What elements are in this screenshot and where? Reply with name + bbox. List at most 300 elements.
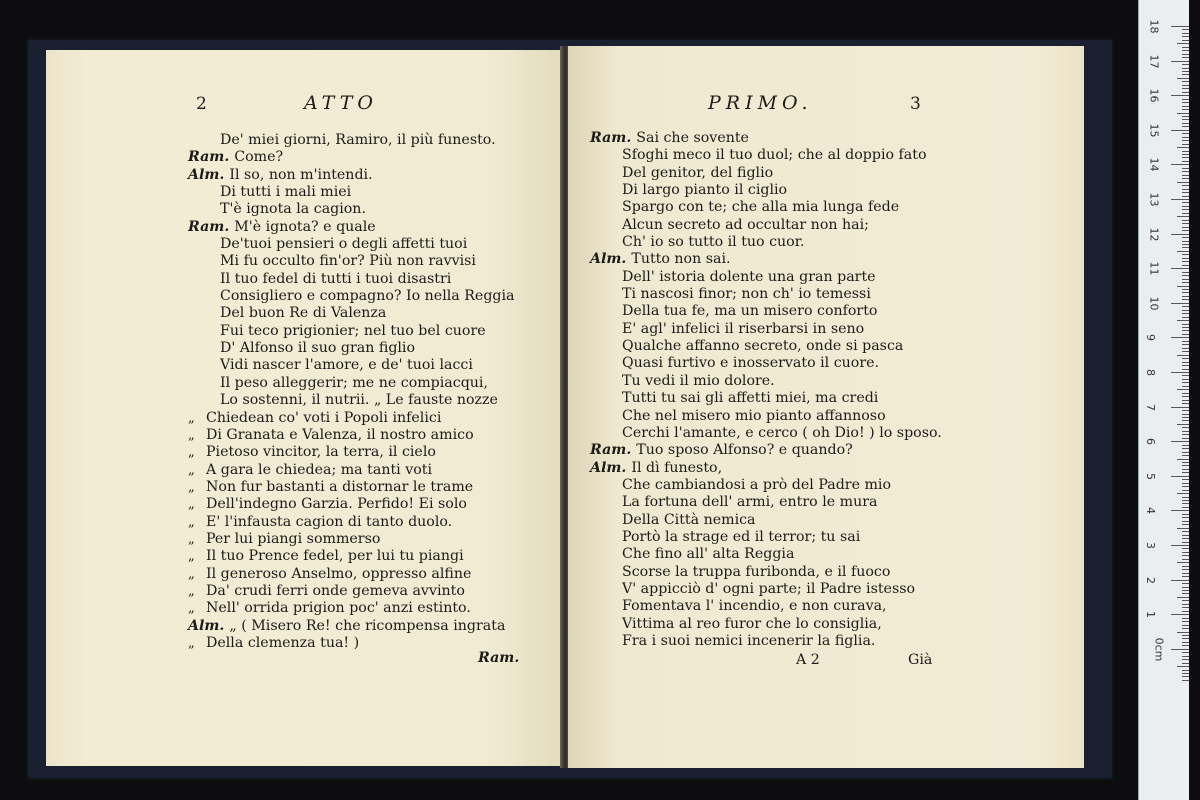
ruler-label: 4 [1144,507,1157,515]
line-text: Tuo sposo Alfonso? e quando? [636,442,853,459]
line-text: Qualche affanno secreto, onde si pasca [622,338,904,355]
ruler-tick [1182,483,1189,484]
ruler-label: 16 [1147,88,1161,103]
left-catchword: Ram. [478,650,520,666]
ruler-tick [1182,365,1189,366]
text-line [188,496,514,513]
ruler-tick [1182,625,1189,626]
line-text: De'tuoi pensieri o degli affetti tuoi [220,236,468,253]
line-text: Il tuo fedel di tutti i tuoi disastri [220,270,452,287]
line-text: Il dì funesto, [631,459,723,476]
ruler-tick [1182,375,1189,376]
ruler-tick [1182,313,1189,314]
text-line [188,219,514,236]
ruler-tick [1182,403,1189,404]
text-line [188,479,514,496]
ruler-tick [1182,230,1189,231]
ruler-tick [1171,95,1189,96]
ruler-tick [1182,123,1189,124]
ruler-tick [1182,178,1189,179]
quote-mark: „ [188,514,195,530]
text-line [590,564,942,581]
ruler-tick [1182,237,1189,238]
line-text: Quasi furtivo e inosservato il cuore. [622,355,880,372]
ruler-label: 6 [1144,438,1157,446]
ruler-tick [1182,642,1189,643]
right-catchword: Già [908,652,933,668]
ruler-tick [1182,420,1189,421]
ruler-tick [1182,497,1189,498]
measurement-ruler [1138,0,1189,800]
text-line [590,529,942,546]
ruler-label: 0cm [1152,637,1166,662]
text-line [188,583,514,600]
ruler-tick [1177,355,1189,356]
ruler-tick [1182,88,1189,89]
ruler-tick [1182,341,1189,342]
line-text: Che cambiandosi a prò del Padre mio [622,476,892,493]
ruler-tick [1177,493,1189,494]
line-text: M'è ignota? e quale [234,218,376,235]
right-text-block [590,130,942,650]
ruler-tick [1182,171,1189,172]
left-page-number: 2 [196,94,207,114]
ruler-tick [1182,102,1189,103]
ruler-tick [1182,538,1189,539]
line-text: Che fino all' alta Reggia [622,546,795,563]
quote-mark: „ [188,549,195,565]
ruler-tick [1182,410,1189,411]
ruler-tick [1182,348,1189,349]
quote-mark: „ [188,462,195,478]
ruler-tick [1177,597,1189,598]
ruler-label: 3 [1144,542,1157,549]
ruler-tick [1177,666,1189,667]
text-line [590,633,942,650]
ruler-tick [1182,628,1189,629]
text-line [188,531,514,548]
ruler-tick [1177,528,1189,529]
text-line [590,303,942,320]
ruler-tick [1182,382,1189,383]
ruler-tick [1171,580,1189,581]
text-line [188,600,514,617]
ruler-tick [1182,559,1189,560]
ruler-tick [1182,462,1189,463]
ruler-tick [1182,369,1189,370]
line-text: La fortuna dell' armi, entro le mura [622,494,878,511]
ruler-tick [1177,43,1189,44]
ruler-tick [1182,74,1189,75]
right-page-number: 3 [910,94,921,114]
line-text: Il peso alleggerir; me ne compiacqui, [220,374,488,391]
ruler-label: 5 [1144,472,1157,480]
ruler-tick [1182,154,1189,155]
line-text: Lo sostenni, il nutrii. „ Le fauste nozze [220,392,498,409]
ruler-tick [1182,548,1189,549]
text-line [188,340,514,357]
ruler-tick [1182,490,1189,491]
line-text: Di Granata e Valenza, il nostro amico [206,426,474,443]
ruler-tick [1182,185,1189,186]
ruler-tick [1182,296,1189,297]
line-text: Da' crudi ferri onde gemeva avvinto [206,582,465,599]
ruler-tick [1171,303,1189,304]
left-text-block [188,132,514,652]
line-text: Portò la strage ed il terror; tu sai [622,528,861,545]
ruler-tick [1182,604,1189,605]
text-line [188,305,514,322]
ruler-tick [1182,330,1189,331]
line-text: Non fur bastanti a distornar le trame [206,478,474,495]
ruler-tick [1171,614,1189,615]
ruler-tick [1182,472,1189,473]
ruler-tick [1182,244,1189,245]
text-line [590,425,942,442]
ruler-tick [1182,431,1189,432]
ruler-tick [1182,282,1189,283]
ruler-tick [1182,161,1189,162]
ruler-label: 8 [1144,369,1157,376]
text-line [590,494,942,511]
line-text: Pietoso vincitor, la terra, il cielo [206,444,436,461]
ruler-tick [1182,157,1189,158]
text-line [590,512,942,529]
ruler-tick [1182,652,1189,653]
line-text: Mi fu occulto fin'or? Più non ravvisi [220,253,476,270]
text-line [188,618,514,635]
ruler-tick [1182,396,1189,397]
ruler-tick [1171,61,1189,62]
ruler-tick [1182,265,1189,266]
text-line [590,598,942,615]
ruler-tick [1182,36,1189,37]
ruler-tick [1182,680,1189,681]
text-line [188,149,514,166]
ruler-tick [1182,317,1189,318]
ruler-tick [1182,663,1189,664]
ruler-tick [1182,289,1189,290]
line-text: Della clemenza tua! ) [206,634,360,651]
ruler-tick [1182,279,1189,280]
text-line [590,546,942,563]
ruler-tick [1182,479,1189,480]
ruler-tick [1182,438,1189,439]
ruler-tick [1182,465,1189,466]
text-line [590,408,942,425]
ruler-tick [1171,199,1189,200]
ruler-label: 2 [1144,576,1157,584]
line-text: Per lui piangi sommerso [206,530,381,547]
line-text: Della Città nemica [622,511,756,528]
ruler-tick [1177,632,1189,633]
line-text: Dell' istoria dolente una gran parte [622,268,876,285]
line-text: Sai che sovente [636,130,749,146]
text-line [188,201,514,218]
ruler-tick [1182,213,1189,214]
ruler-tick [1182,362,1189,363]
ruler-tick [1182,659,1189,660]
ruler-tick [1182,168,1189,169]
text-line [590,217,942,234]
ruler-tick [1182,196,1189,197]
ruler-tick [1177,320,1189,321]
ruler-tick [1182,607,1189,608]
ruler-tick [1177,182,1189,183]
ruler-tick [1182,645,1189,646]
line-text: De' miei giorni, Ramiro, il più funesto. [220,132,496,148]
ruler-tick [1182,227,1189,228]
speaker-label: Alm. [188,166,225,183]
ruler-tick [1177,147,1189,148]
ruler-tick [1182,611,1189,612]
ruler-tick [1182,33,1189,34]
ruler-tick [1171,26,1189,27]
quote-mark: „ [188,427,195,443]
ruler-tick [1182,573,1189,574]
ruler-tick [1171,164,1189,165]
ruler-tick [1182,144,1189,145]
text-line [590,442,942,459]
text-line [590,581,942,598]
line-text: Il so, non m'intendi. [229,166,373,183]
ruler-tick [1182,29,1189,30]
ruler-tick [1177,113,1189,114]
speaker-label: Ram. [188,218,230,235]
ruler-tick [1182,445,1189,446]
ruler-tick [1177,251,1189,252]
ruler-label: 1 [1144,611,1157,619]
ruler-tick [1182,99,1189,100]
text-line [590,321,942,338]
right-running-header: PRIMO. [708,92,813,114]
quote-mark: „ [188,497,195,513]
text-line [590,460,942,477]
text-line [188,167,514,184]
speaker-label: Ram. [590,130,632,146]
line-text: Ti nascosi finor; non ch' io temessi [622,286,871,303]
ruler-tick [1182,590,1189,591]
text-line [590,147,942,164]
ruler-tick [1182,140,1189,141]
text-line [590,130,942,147]
quote-mark: „ [188,635,195,651]
speaker-label: Alm. [188,617,225,634]
ruler-tick [1182,47,1189,48]
ruler-tick [1182,310,1189,311]
text-line [590,338,942,355]
text-line [188,375,514,392]
text-line [590,390,942,407]
ruler-tick [1182,209,1189,210]
ruler-tick [1182,71,1189,72]
ruler-tick [1182,500,1189,501]
text-line [188,184,514,201]
line-text: Spargo con te; che alla mia lunga fede [622,199,900,216]
quote-mark: „ [188,583,195,599]
line-text: Vittima al reo furor che lo consiglia, [622,615,882,632]
ruler-tick [1171,268,1189,269]
ruler-tick [1182,517,1189,518]
line-text: Fomentava l' incendio, e non curava, [622,598,887,615]
ruler-tick [1182,92,1189,93]
ruler-tick [1171,649,1189,650]
ruler-label: 14 [1147,157,1161,172]
ruler-tick [1182,223,1189,224]
ruler-label: 11 [1147,261,1161,276]
ruler-tick [1182,469,1189,470]
ruler-tick [1171,407,1189,408]
ruler-tick [1182,334,1189,335]
line-text: A gara le chiedea; ma tanti voti [206,461,432,478]
ruler-tick [1182,427,1189,428]
quote-mark: „ [188,479,195,495]
speaker-label: Ram. [188,149,230,166]
ruler-tick [1182,206,1189,207]
ruler-tick [1182,635,1189,636]
ruler-label: 9 [1144,334,1157,342]
signature-mark: A 2 [796,652,820,668]
ruler-tick [1182,258,1189,259]
ruler-tick [1182,202,1189,203]
text-line [188,392,514,409]
ruler-tick [1182,552,1189,553]
ruler-tick [1182,535,1189,536]
ruler-tick [1182,351,1189,352]
ruler-tick [1182,126,1189,127]
ruler-tick [1171,476,1189,477]
ruler-tick [1182,676,1189,677]
line-text: Del buon Re di Valenza [220,305,387,322]
text-line [188,514,514,531]
line-text: Tu vedi il mio dolore. [622,372,775,389]
ruler-tick [1182,292,1189,293]
ruler-tick [1177,424,1189,425]
speaker-label: Alm. [590,251,627,268]
ruler-tick [1182,542,1189,543]
ruler-tick [1182,133,1189,134]
text-line [590,616,942,633]
ruler-tick [1182,241,1189,242]
ruler-tick [1182,507,1189,508]
ruler-tick [1171,372,1189,373]
text-line [590,234,942,251]
line-text: Scorse la truppa furibonda, e il fuoco [622,563,891,580]
left-running-header: ATTO [304,92,378,114]
ruler-tick [1182,106,1189,107]
left-page [46,50,564,766]
ruler-tick [1182,68,1189,69]
line-text: Tutti tu sai gli affetti miei, ma credi [622,390,879,407]
ruler-tick [1182,261,1189,262]
ruler-tick [1182,638,1189,639]
ruler-tick [1182,54,1189,55]
ruler-label: 7 [1144,403,1157,411]
text-line [590,477,942,494]
ruler-tick [1182,593,1189,594]
line-text: Fui teco prigionier; nel tuo bel cuore [220,322,486,339]
line-text: Come? [234,149,284,166]
ruler-label: 17 [1147,54,1161,69]
line-text: Il tuo Prence fedel, per lui tu piangi [206,548,464,565]
line-text: Chiedean co' voti i Popoli infelici [206,409,442,426]
ruler-tick [1182,324,1189,325]
ruler-tick [1182,393,1189,394]
text-line [188,132,514,149]
line-text: Il generoso Anselmo, oppresso alfine [206,565,472,582]
line-text: Di tutti i mali miei [220,184,352,201]
ruler-tick [1182,254,1189,255]
ruler-tick [1171,234,1189,235]
ruler-tick [1182,137,1189,138]
ruler-tick [1182,621,1189,622]
ruler-tick [1182,503,1189,504]
line-text: Del genitor, del figlio [622,164,774,181]
ruler-tick [1182,583,1189,584]
text-line [188,548,514,565]
ruler-tick [1182,57,1189,58]
text-line [188,236,514,253]
ruler-tick [1182,414,1189,415]
ruler-tick [1182,299,1189,300]
text-line [590,355,942,372]
line-text: Ch' io so tutto il tuo cuor. [622,234,805,251]
ruler-tick [1182,379,1189,380]
ruler-tick [1182,116,1189,117]
text-line [188,288,514,305]
text-line [188,323,514,340]
text-line [590,286,942,303]
ruler-label: 18 [1147,19,1161,34]
text-line [590,373,942,390]
ruler-tick [1182,40,1189,41]
ruler-tick [1182,417,1189,418]
ruler-tick [1182,670,1189,671]
ruler-tick [1177,389,1189,390]
text-line [188,357,514,374]
text-line [188,444,514,461]
ruler-tick [1171,337,1189,338]
ruler-tick [1182,569,1189,570]
ruler-label: 15 [1147,123,1161,138]
text-line [188,410,514,427]
ruler-tick [1182,555,1189,556]
ruler-tick [1182,358,1189,359]
quote-mark: „ [188,601,195,617]
ruler-tick [1182,521,1189,522]
ruler-tick [1182,306,1189,307]
ruler-tick [1182,386,1189,387]
ruler-tick [1182,673,1189,674]
text-line [188,635,514,652]
line-text: E' l'infausta cagion di tanto duolo. [206,513,453,530]
speaker-label: Ram. [590,442,632,459]
ruler-tick [1182,587,1189,588]
quote-mark: „ [188,566,195,582]
text-line [590,165,942,182]
ruler-tick [1182,85,1189,86]
ruler-label: 10 [1147,296,1161,311]
line-text: T'è ignota la cagion. [220,201,366,218]
ruler-tick [1182,119,1189,120]
ruler-tick [1182,452,1189,453]
ruler-tick [1182,524,1189,525]
line-text: Tutto non sai. [631,251,731,268]
line-text: Della tua fe, ma un misero conforto [622,303,878,320]
ruler-tick [1182,189,1189,190]
ruler-tick [1182,192,1189,193]
text-line [590,269,942,286]
